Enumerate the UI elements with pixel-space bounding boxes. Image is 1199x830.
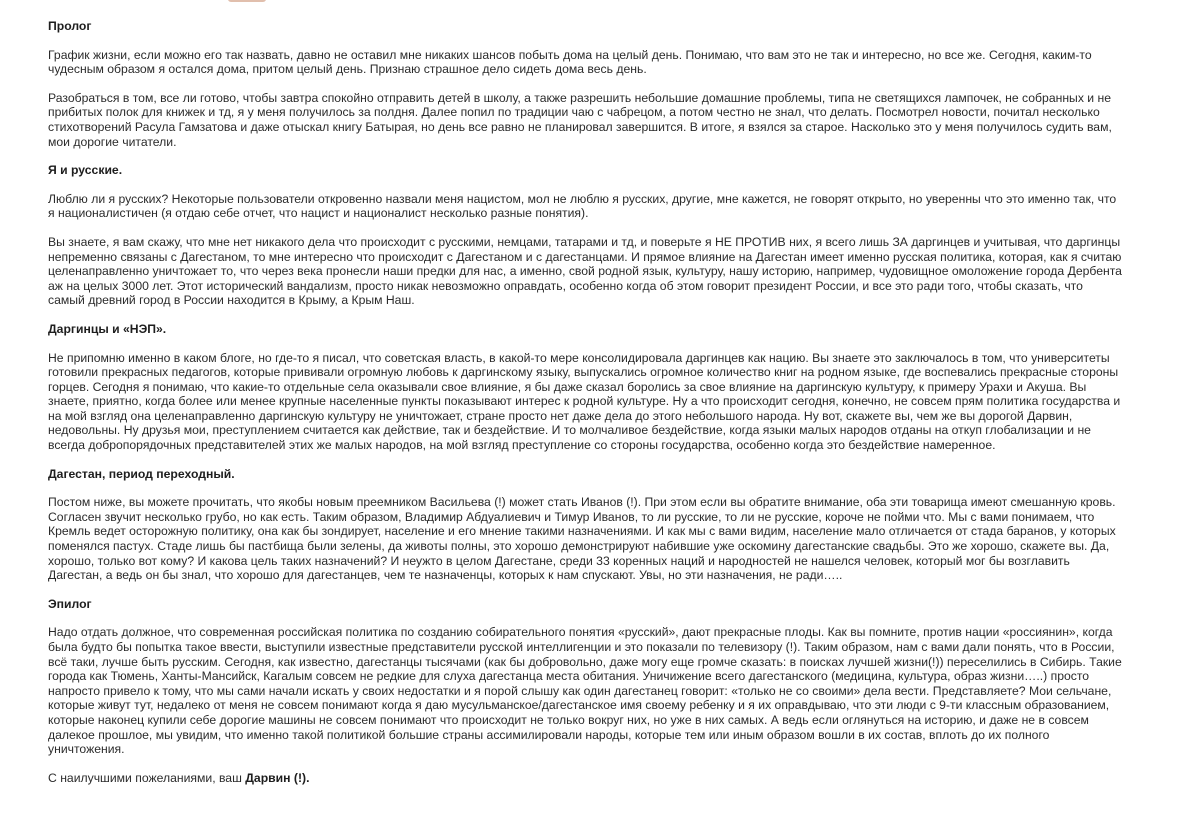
section-heading-dagestan-transition: Дагестан, период переходный. [48, 466, 235, 481]
paragraph: Разобраться в том, все ли готово, чтобы завтра спокойно отправить детей в школу, а также разрешить небольшие домашние проблемы, типа не светящихся лампочек, не собранных и не прибитых полок для книжек и тд, я у меня получилось за полдня. Далее попил по традиции чаю с чабрецом, а потом честно не знал, что делать. Посмотрел новости, почитал несколько стихотворений Расула Гамзатова и даже отыскал книгу Батырая, но день все равно не планировал завершится. В итоге, я взялся за старое. Насколько это у меня получилось судить вам, мои дорогие читатели. [48, 90, 1112, 149]
author-signature: Дарвин (!). [245, 770, 310, 785]
section-heading-me-and-russians: Я и русские. [48, 163, 123, 178]
paragraph: Надо отдать должное, что современная российская политика по созданию собирательного понятия «русский», дают прекрасные плоды. Как вы помните, против нации «россиянин», когда была будто бы попытка такое ввести, выступили известные представители русской интеллигенции и это показали по телевизору (!). Таким образом, нам с вами дали понять, что в России, всё таки, лучше быть русским. Сегодня, как известно, дагестанцы тысячами (как бы добровольно, даже могу еще громче сказать: в поисках лучшей жизни(!)) переселились в Сибирь. Такие города как Тюмень, Ханты-Мансийск, Кагалым совсем не редкие для слуха дагестанца места обитания. Уничижение всего дагестанского (медицина, культура, образ жизни…..) просто напросто привело к тому, что мы сами начали искать у своих недостатки и я порой слышу как один дагестанец говорит: «только не со своими» дела вести. Представляете? Мои сельчане, которые живут тут, недалеко от меня не совсем понимают когда я даю мусульманское/дагестанское имя своему ребенку и я их оправдываю, что эти люди с 9-ти классным образованием, которые наконец купили себе дорогие машины не совсем понимают что происходит не только вокруг них, но уже в них самых. А ведь если оглянуться на историю, и даже не в совсем далекое прошлое, мы увидим, что именно такой политикой большие страны ассимилировали народы, которые тем или иным образом вошли в их состав, вплоть до их полного уничтожения. [48, 625, 1122, 757]
header-image-fragment [228, 0, 266, 2]
closing-text: С наилучшими пожеланиями, ваш [48, 770, 246, 785]
section-heading-dargins-and-nep: Даргинцы и «НЭП». [48, 321, 167, 336]
article-body [48, 19, 1123, 785]
paragraph: Не припомню именно в каком блоге, но где-то я писал, что советская власть, в какой-то мере консолидировала даргинцев как нацию. Вы знаете это заключалось в том, что университеты готовили прекрасных педагогов, которые прививали огромную любовь к даргинскому языку, выпускались огромное количество книг на родном языке, где воспевались прекрасные стороны горцев. Сегодня я понимаю, что какие-то отдельные села оказывали свое влияние, я бы даже сказал боролись за свое влияние на даргинскую культуру, к примеру Урахи и Акуша. Вы знаете, приятно, когда более или менее крупные населенные пункты показывают интерес к родной культуре. Ну а что происходит сегодня, конечно, не совсем прям политика государства и на мой взгляд она целенаправленно даргинскую культуру не уничтожает, стране просто нет даже дела до этого небольшого народа. Ну вот, скажете вы, чем же вы дорогой Дарвин, недовольны. Ну друзья мои, преступлением считается как действие, так и бездействие. И то молчаливое бездействие, когда языки малых народов отданы на откуп глобализации и не всегда добропорядочных представителей этих же малых народов, на мой взгляд преступление со стороны государства, особенно когда это бездействие намеренное. [48, 350, 1121, 453]
section-heading-prologue: Пролог [48, 19, 92, 33]
paragraph: График жизни, если можно его так назвать, давно не оставил мне никаких шансов побыть дома на целый день. Понимаю, что вам это не так и интересно, но все же. Сегодня, каким-то чудесным образом я остался дома, притом целый день. Признаю страшное дело сидеть дома весь день. [48, 47, 1092, 77]
paragraph: Вы знаете, я вам скажу, что мне нет никакого дела что происходит с русскими, немцами, татарами и тд, и поверьте я НЕ ПРОТИВ них, я всего лишь ЗА даргинцев и учитывая, что даргинцы непременно связаны с Дагестаном, то мне интересно что происходит с Дагестаном и с дагестанцами. И прямое влияние на Дагестан имеет именно русская политика, которая, как я считаю целенаправленно уничтожает то, что через века пронесли наши предки для нас, а именно, свой родной язык, культуру, нашу историю, например, чудовищное омоложение города Дербента аж на целых 3000 лет. Этот исторический вандализм, просто никак невозможно оправдать, особенно когда об этом говорит президент России, и все это ради того, чтобы сказать, что самый древний город в России находится в Крыму, а Крым Наш. [48, 234, 1122, 308]
section-heading-epilogue: Эпилог [48, 596, 92, 611]
paragraph: Постом ниже, вы можете прочитать, что якобы новым преемником Васильева (!) может стать Иванов (!). При этом если вы обратите внимание, оба эти товарища имеют смешанную кровь. Согласен звучит несколько грубо, но как есть. Таким образом, Владимир Абдуалиевич и Тимур Иванов, то ли русские, то ли не русские, короче не пойми что. Мы с вами понимаем, что Кремль ведет осторожную политику, она как бы зондирует, население и его мнение такими назначениями. И как мы с вами видим, население мало отличается от стада баранов, у которых поменялся пастух. Стаде лишь бы пастбища были зелены, да животы полны, это хорошо демонстрируют набившие уже оскомину дагестанские свадьбы. Это же хорошо, скажете вы. Да, хорошо, только вот кому? И какова цель таких назначений? И неужто в целом Дагестане, среди 33 коренных наций и народностей не нашелся человек, который мог бы возглавить Дагестан, а ведь он бы знал, что хорошо для дагестанцев, чем те назначенцы, которых к нам спускают. Увы, но эти назначения, не ради….. [48, 495, 1116, 583]
paragraph: Люблю ли я русских? Некоторые пользователи откровенно назвали меня нацистом, мол не люблю я русских, другие, мне кажется, не говорят открыто, но уверенны что это именно так, что я националистичен (я отдаю себе отчет, что нацист и националист несколько разные понятия). [48, 191, 1117, 221]
closing-line [48, 771, 1123, 786]
